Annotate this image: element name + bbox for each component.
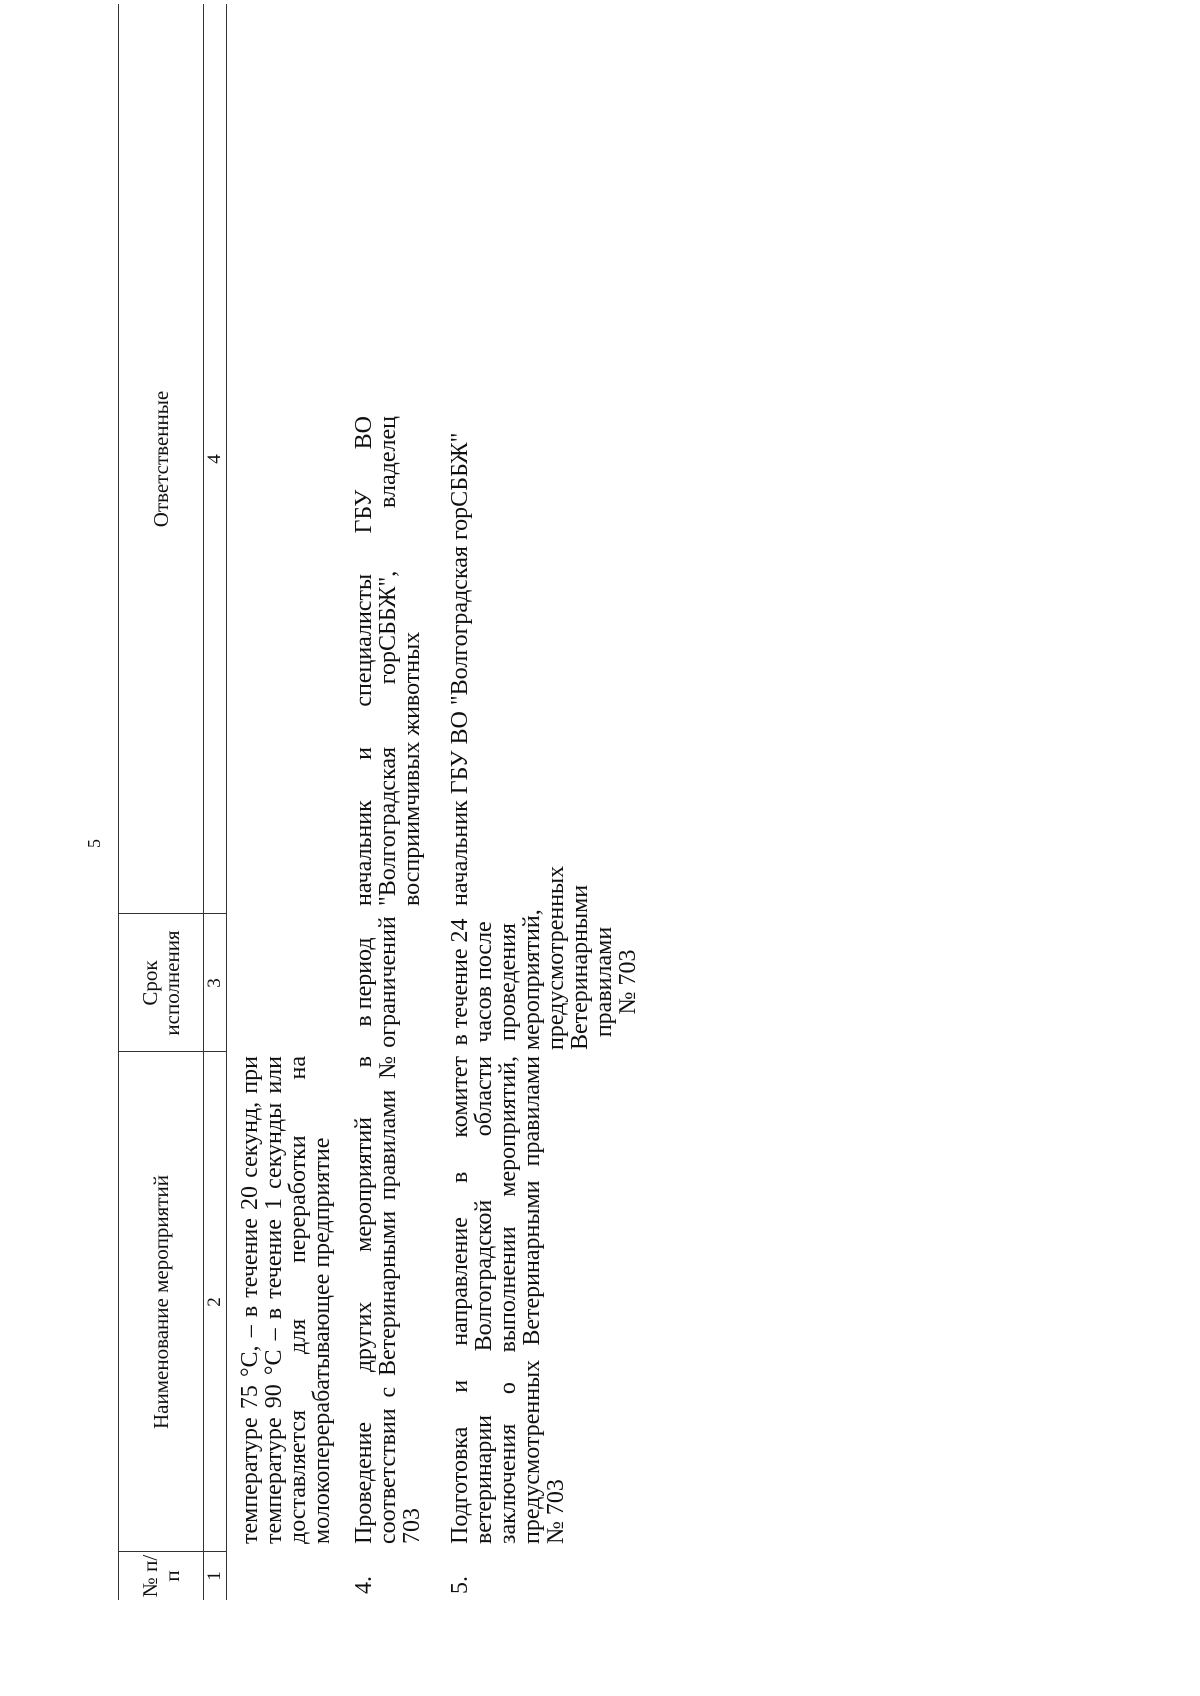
row-5-deadline: в течение 24 часов после проведения мероприятий, предусмотренных Ветеринарными правилами № 703 xyxy=(447,865,641,1050)
page-number: 5 xyxy=(84,839,104,848)
row-5-name: Подготовка и направление в комитет ветеринарии Волгоградской области заключения о выполнении мероприятий, предусмотренных Ветеринарными правилами № 703 xyxy=(447,1056,569,1544)
header-responsible: Ответственные xyxy=(149,390,173,528)
header-deadline: Срок исполнения xyxy=(138,930,184,1036)
column-number-4: 4 xyxy=(204,454,225,464)
measures-table xyxy=(118,4,641,1600)
column-number-2: 2 xyxy=(204,1297,225,1307)
column-number-3: 3 xyxy=(204,978,225,988)
header-num: № п/п xyxy=(138,1554,184,1598)
table-header xyxy=(118,4,204,1600)
row-4-deadline: в период ограничений xyxy=(351,916,401,1048)
row-5-num: 5. xyxy=(447,1576,473,1594)
row-4-name: Проведение других мероприятий в соответствии с Ветеринарными правилами № 703 xyxy=(351,1056,425,1544)
row-4-num: 4. xyxy=(351,1576,377,1594)
column-numbers-row xyxy=(204,4,227,1600)
row-4-responsible: начальник и специалисты ГБУ ВО "Волгоградская горСББЖ", владелец восприимчивых животных xyxy=(351,416,425,906)
header-name: Наименование мероприятий xyxy=(149,1175,173,1429)
column-number-1: 1 xyxy=(204,1571,225,1581)
continuation-text: температуре 75 °С, – в течение 20 секунд, при температуре 90 °С – в течение 1 секунды или доставляется для переработки на молокоперерабатывающее предприятие xyxy=(237,1056,335,1544)
row-5-responsible: начальник ГБУ ВО "Волгоградская горСББЖ" xyxy=(447,432,473,906)
